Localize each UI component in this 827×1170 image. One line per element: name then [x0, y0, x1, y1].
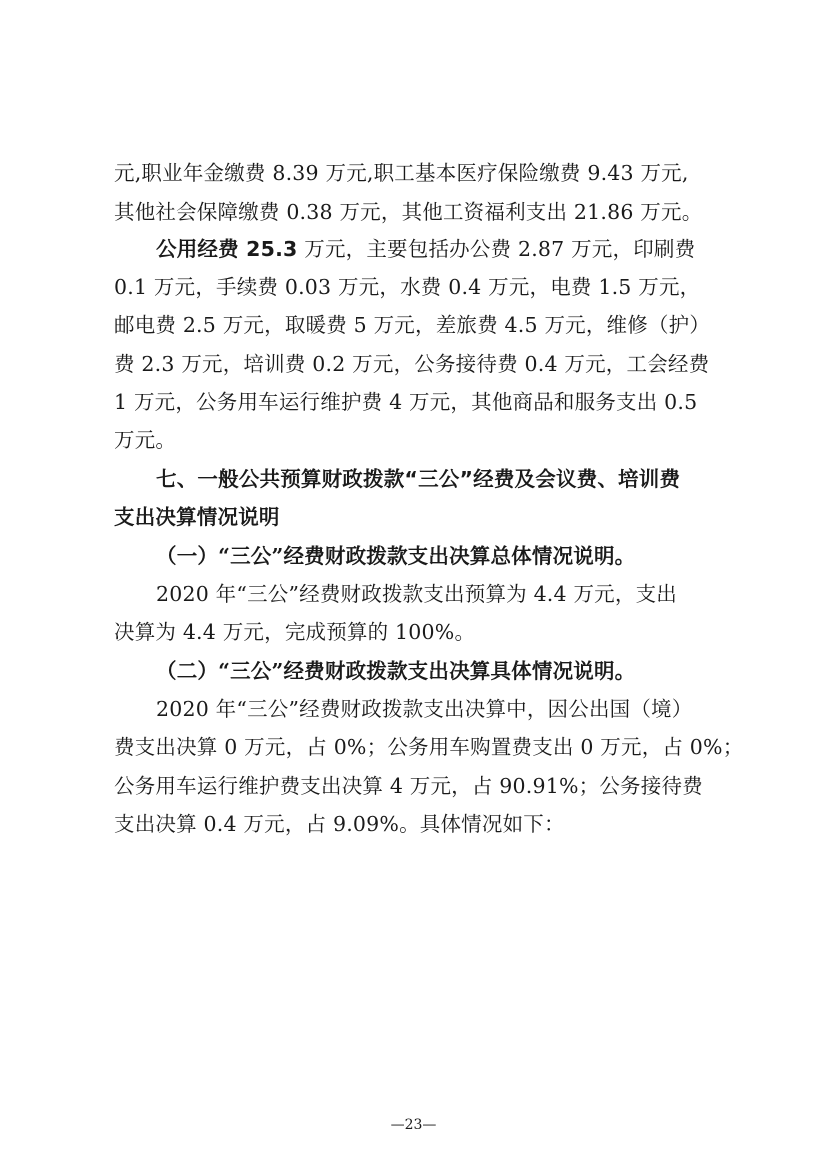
body-text-line: 支出决算 0.4 万元，占 9.09%。具体情况如下：	[114, 812, 565, 836]
body-text-line: 费支出决算 0 万元，占 0%；公务用车购置费支出 0 万元，占 0%；	[114, 735, 744, 759]
subsection-heading: （二）“三公”经费财政拨款支出决算具体情况说明。	[156, 659, 636, 683]
page-number: —23—	[390, 1117, 437, 1133]
body-text-line: 其他社会保障缴费 0.38 万元，其他工资福利支出 21.86 万元。	[114, 200, 703, 224]
body-text-line: 0.1 万元，手续费 0.03 万元，水费 0.4 万元，电费 1.5 万元，	[114, 275, 701, 299]
body-text-span: 万元，主要包括办公费 2.87 万元，印刷费	[297, 237, 696, 261]
body-text-line: 公务用车运行维护费支出决算 4 万元，占 90.91%；公务接待费	[114, 774, 703, 798]
body-text-line: 邮电费 2.5 万元，取暖费 5 万元，差旅费 4.5 万元，维修（护）	[114, 313, 711, 337]
public-expense-paragraph-first-line	[156, 230, 724, 268]
section-heading: 七、一般公共预算财政拨款“三公”经费及会议费、培训费	[156, 467, 681, 491]
body-text-line: 决算为 4.4 万元，完成预算的 100%。	[114, 620, 476, 644]
section-heading-continued: 支出决算情况说明	[114, 505, 280, 529]
body-text-line: 元,职业年金缴费 8.39 万元,职工基本医疗保险缴费 9.43 万元,	[114, 161, 689, 185]
body-text-line: 万元。	[114, 428, 177, 452]
body-text-line: 2020 年“三公”经费财政拨款支出预算为 4.4 万元，支出	[156, 582, 677, 606]
body-text-line: 1 万元，公务用车运行维护费 4 万元，其他商品和服务支出 0.5	[114, 390, 698, 414]
subsection-heading: （一）“三公”经费财政拨款支出决算总体情况说明。	[156, 544, 636, 568]
body-text-line: 2020 年“三公”经费财政拨款支出决算中，因公出国（境）	[156, 697, 693, 721]
public-expense-lead: 公用经费 25.3	[156, 237, 298, 261]
body-text-line: 费 2.3 万元，培训费 0.2 万元，公务接待费 0.4 万元，工会经费	[114, 352, 710, 376]
